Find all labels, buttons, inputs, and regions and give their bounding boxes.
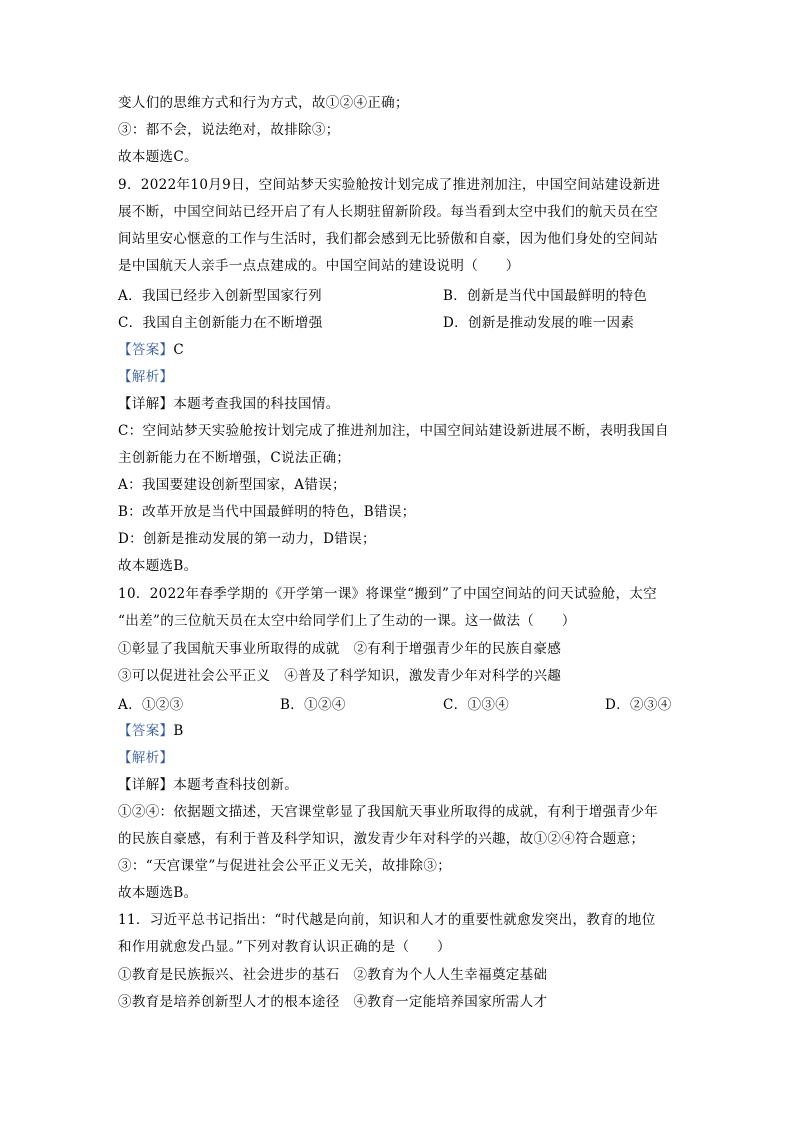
q10-option-a: A．①②③ bbox=[118, 697, 184, 713]
text-line: 故本题选C。 bbox=[118, 149, 198, 165]
detail-tag: 【详解】 bbox=[118, 777, 174, 793]
text-line: B：改革开放是当代中国最鲜明的特色，B错误； bbox=[118, 504, 416, 520]
q10-answer bbox=[118, 721, 184, 741]
q9-answer bbox=[118, 340, 184, 360]
q9-stem-line: 间站里安心惬意的工作与生活时，我们都会感到无比骄傲和自豪，因为他们身处的空间站 bbox=[118, 231, 659, 247]
answer-value: B bbox=[173, 723, 184, 739]
text-line: ①②④：依据题文描述，天宫课堂彰显了我国航天事业所取得的成就，有利于增强青少年 bbox=[118, 804, 659, 820]
q9-stem-line: 是中国航天人亲手一点点建成的。中国空间站的建设说明（ ） bbox=[118, 258, 520, 274]
answer-tag: 【答案】 bbox=[118, 342, 174, 358]
detail-tag: 【详解】 bbox=[118, 396, 174, 412]
q9-stem-line: 展不断，中国空间站已经开启了有人长期驻留新阶段。每当看到太空中我们的航天员在空 bbox=[118, 204, 659, 220]
text-line: 变人们的思维方式和行为方式，故①②④正确； bbox=[118, 95, 409, 111]
q9-option-a: A．我国已经步入创新型国家行列 bbox=[118, 288, 322, 304]
q10-option-b: B．①②④ bbox=[280, 697, 346, 713]
text-line: 故本题选B。 bbox=[118, 885, 198, 901]
text-line: C：空间站梦天实验舱按计划完成了推进剂加注，中国空间站建设新进展不断，表明我国自 bbox=[118, 423, 669, 439]
q9-option-b: B．创新是当代中国最鲜明的特色 bbox=[443, 288, 648, 304]
answer-value: C bbox=[173, 342, 185, 358]
answer-tag: 【答案】 bbox=[118, 723, 174, 739]
q9-option-d: D．创新是推动发展的唯一因素 bbox=[443, 315, 635, 331]
q11-statements: ①教育是民族振兴、社会进步的基石 ②教育为个人人生幸福奠定基础 bbox=[118, 967, 548, 983]
text-line: 的民族自豪感，有利于普及科学知识，激发青少年对科学的兴趣，故①②④符合题意； bbox=[118, 831, 645, 847]
text-line: ③：都不会，说法绝对，故排除③； bbox=[118, 122, 340, 138]
analysis-tag: 【解析】 bbox=[118, 750, 174, 766]
q10-statements: ③可以促进社会公平正义 ④普及了科学知识，激发青少年对科学的兴趣 bbox=[118, 668, 562, 684]
q10-statements: ①彰显了我国航天事业所取得的成就 ②有利于增强青少年的民族自豪感 bbox=[118, 641, 562, 657]
detail-text: 本题考查科技创新。 bbox=[173, 777, 299, 793]
text-line: A：我国要建设创新型国家，A错误； bbox=[118, 477, 346, 493]
q11-stem-line: 和作用就愈发凸显。”下列对教育认识正确的是（ ） bbox=[118, 939, 451, 955]
detail-text: 本题考查我国的科技国情。 bbox=[173, 396, 340, 412]
q10-detail bbox=[118, 775, 298, 795]
q10-analysis bbox=[118, 748, 173, 768]
q9-option-c: C．我国自主创新能力在不断增强 bbox=[118, 315, 323, 331]
text-line: 故本题选B。 bbox=[118, 558, 198, 574]
q10-stem-line: “出差”的三位航天员在太空中给同学们上了生动的一课。这一做法（ ） bbox=[118, 613, 576, 629]
text-line: ③：“天宫课堂”与促进社会公平正义无关，故排除③； bbox=[118, 858, 452, 874]
q9-detail bbox=[118, 394, 340, 414]
q10-option-c: C．①③④ bbox=[443, 697, 510, 713]
text-line: D：创新是推动发展的第一动力，D错误； bbox=[118, 531, 376, 547]
q11-statements: ③教育是培养创新型人才的根本途径 ④教育一定能培养国家所需人才 bbox=[118, 994, 548, 1010]
q11-stem-line: 11．习近平总书记指出：“时代越是向前，知识和人才的重要性就愈发突出，教育的地位 bbox=[118, 912, 656, 928]
q9-stem-line: 9．2022年10月9日，空间站梦天实验舱按计划完成了推进剂加注，中国空间站建设新进 bbox=[118, 177, 661, 193]
text-line: 主创新能力在不断增强，C说法正确； bbox=[118, 450, 351, 466]
q10-stem-line: 10．2022年春季学期的《开学第一课》将课堂“搬到”了中国空间站的问天试验舱，太空 bbox=[118, 586, 658, 602]
q10-option-d: D．②③④ bbox=[605, 697, 672, 713]
analysis-tag: 【解析】 bbox=[118, 369, 174, 385]
q9-analysis bbox=[118, 367, 173, 387]
